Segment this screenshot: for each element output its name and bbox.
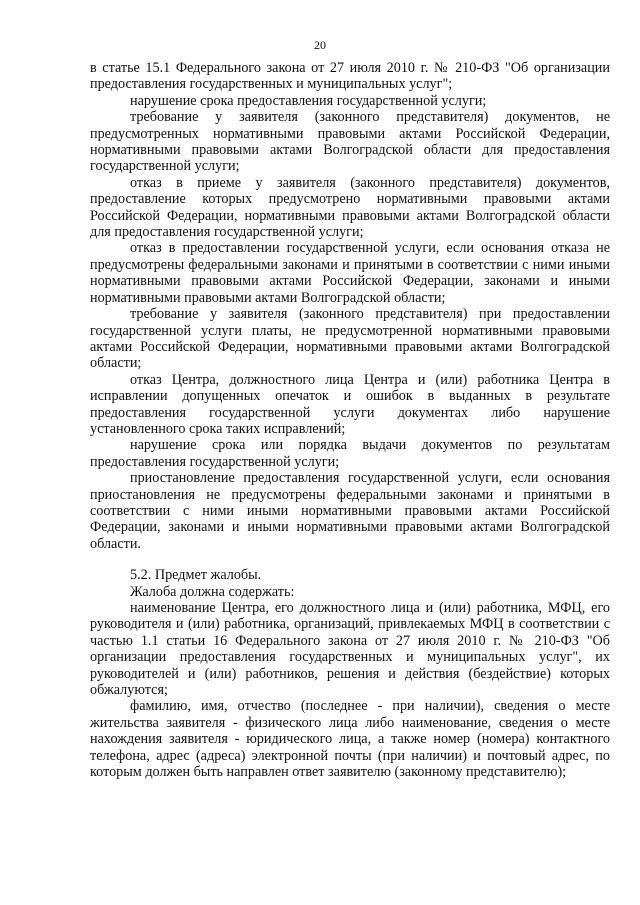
paragraph: нарушение срока или порядка выдачи документов по результатам предоставления государственной услуги;: [90, 437, 610, 470]
paragraph: нарушение срока предоставления государственной услуги;: [130, 92, 487, 109]
paragraph: отказ Центра, должностного лица Центра и (или) работника Центра в исправлении допущенных опечаток и ошибок в выданных в результате предоставления государственной услуги документах либо нарушение установленного срока таких исправлений;: [90, 371, 610, 437]
paragraph: отказ в предоставлении государственной услуги, если основания отказа не предусмотрены федеральными законами и принятыми в соответствии с ними иными нормативными правовыми актами Российской Федерации, законами и иными нормативными правовыми актами Волгоградской области;: [90, 240, 610, 306]
paragraph: 5.2. Предмет жалобы.: [130, 567, 262, 584]
paragraph: отказ в приеме у заявителя (законного представителя) документов, предоставление которых предусмотрено нормативными правовыми актами Российской Федерации, нормативными правовыми актами Волгоградской области для предоставления государственной услуги;: [90, 174, 610, 241]
document-body: [90, 60, 610, 780]
paragraph: требование у заявителя (законного представителя) при предоставлении государственной услуги платы, не предусмотренной нормативными правовыми актами Российской Федерации, нормативными правовыми актами Волгоградской области;: [90, 306, 610, 372]
paragraph: Жалоба должна содержать:: [130, 583, 295, 600]
paragraph: фамилию, имя, отчество (последнее - при наличии), сведения о месте жительства заявителя - физического лица либо наименование, сведения о месте нахождения заявителя - юридического лица, а также номер (номера) контактного телефона, адрес (адреса) электронной почты (при наличии) и почтовый адрес, по которым должен быть направлен ответ заявителю (законному представителю);: [90, 698, 610, 781]
paragraph: требование у заявителя (законного представителя) документов, не предусмотренных нормативными правовыми актами Российской Федерации, нормативными правовыми актами Волгоградской области для предоставления государственной услуги;: [90, 109, 610, 175]
paragraph: наименование Центра, его должностного лица и (или) работника, МФЦ, его руководителя и (или) работника, организаций, привлекаемых МФЦ в соответствии с частью 1.1 статьи 16 Федерального закона от 27 июля 2010 г. № 210-ФЗ "Об организации предоставления государственных и муниципальных услуг", их руководителей и (или) работников, решения и действия (бездействие) которых обжалуются;: [90, 600, 610, 699]
paragraph: в статье 15.1 Федерального закона от 27 июля 2010 г. № 210-ФЗ "Об организации предоставления государственных и муниципальных услуг";: [90, 60, 610, 93]
page-number: 20: [314, 38, 326, 52]
paragraph: приостановление предоставления государственной услуги, если основания приостановления не предусмотрены федеральными законами и принятыми в соответствии с ними иными нормативными правовыми актами Российской Федерации, законами и иными нормативными правовыми актами Волгоградской области.: [90, 470, 610, 552]
